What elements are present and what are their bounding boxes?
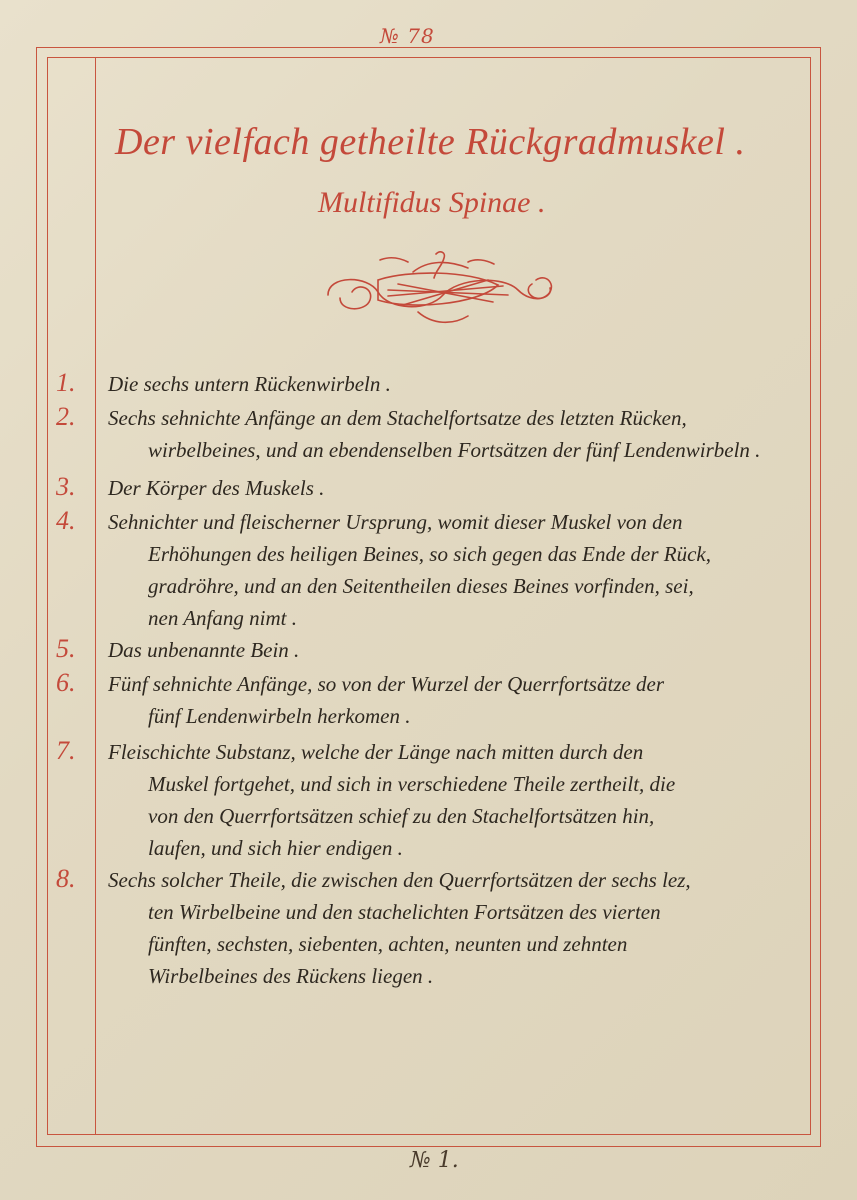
item-number: 1.	[56, 368, 76, 397]
legend-list	[56, 368, 806, 992]
legend-item	[56, 472, 806, 506]
item-line: Erhöhungen des heiligen Beines, so sich gegen das Ende der Rück,	[148, 542, 711, 566]
legend-item	[56, 668, 806, 736]
legend-item	[56, 736, 806, 864]
item-line: Sehnichter und fleischerner Ursprung, womit dieser Muskel von den	[108, 510, 683, 534]
item-number: 7.	[56, 736, 76, 765]
item-text	[108, 368, 806, 400]
legend-item	[56, 506, 806, 634]
item-line: Das unbenannte Bein .	[108, 638, 300, 662]
item-line: Fleischichte Substanz, welche der Länge nach mitten durch den	[108, 740, 644, 764]
calligraphic-flourish-icon	[318, 250, 558, 335]
item-number: 2.	[56, 402, 76, 431]
item-line: wirbelbeines, und an ebendenselben Fortsätzen der fünf Lendenwirbeln .	[148, 438, 761, 462]
item-text	[108, 634, 806, 666]
sheet-number: № 1.	[410, 1148, 459, 1173]
item-line: nen Anfang nimt .	[148, 606, 297, 630]
item-text	[108, 506, 806, 634]
item-line: Wirbelbeines des Rückens liegen .	[148, 964, 434, 988]
item-number: 3.	[56, 472, 76, 501]
item-text	[108, 736, 806, 864]
item-line: Fünf sehnichte Anfänge, so von der Wurzel der Querrfortsätze der	[108, 672, 665, 696]
item-text	[108, 402, 806, 466]
item-line: Muskel fortgehet, und sich in verschiedene Theile zertheilt, die	[148, 772, 676, 796]
item-line: fünf Lendenwirbeln herkomen .	[148, 704, 411, 728]
item-line: fünften, sechsten, siebenten, achten, neunten und zehnten	[148, 932, 628, 956]
item-line: von den Querrfortsätzen schief zu den Stachelfortsätzen hin,	[148, 804, 655, 828]
item-text	[108, 864, 806, 992]
latin-subtitle: Multifidus Spinae .	[318, 186, 546, 219]
item-number: 6.	[56, 668, 76, 697]
item-text	[108, 668, 806, 732]
item-number: 5.	[56, 634, 76, 663]
page-number: № 78	[380, 24, 435, 48]
legend-item	[56, 864, 806, 992]
item-line: Die sechs untern Rückenwirbeln .	[108, 372, 391, 396]
item-line: ten Wirbelbeine und den stachelichten Fortsätzen des vierten	[148, 900, 661, 924]
page-title: Der vielfach getheilte Rückgradmuskel .	[115, 121, 746, 163]
item-line: Sechs solcher Theile, die zwischen den Querrfortsätzen der sechs lez,	[108, 868, 691, 892]
item-text	[108, 472, 806, 504]
legend-item	[56, 634, 806, 668]
item-line: laufen, und sich hier endigen .	[148, 836, 403, 860]
legend-item	[56, 402, 806, 472]
item-line: Der Körper des Muskels .	[108, 476, 325, 500]
item-line: Sechs sehnichte Anfänge an dem Stachelfortsatze des letzten Rücken,	[108, 406, 687, 430]
legend-item	[56, 368, 806, 402]
item-number: 8.	[56, 864, 76, 893]
item-number: 4.	[56, 506, 76, 535]
item-line: gradröhre, und an den Seitentheilen dieses Beines vorfinden, sei,	[148, 574, 694, 598]
